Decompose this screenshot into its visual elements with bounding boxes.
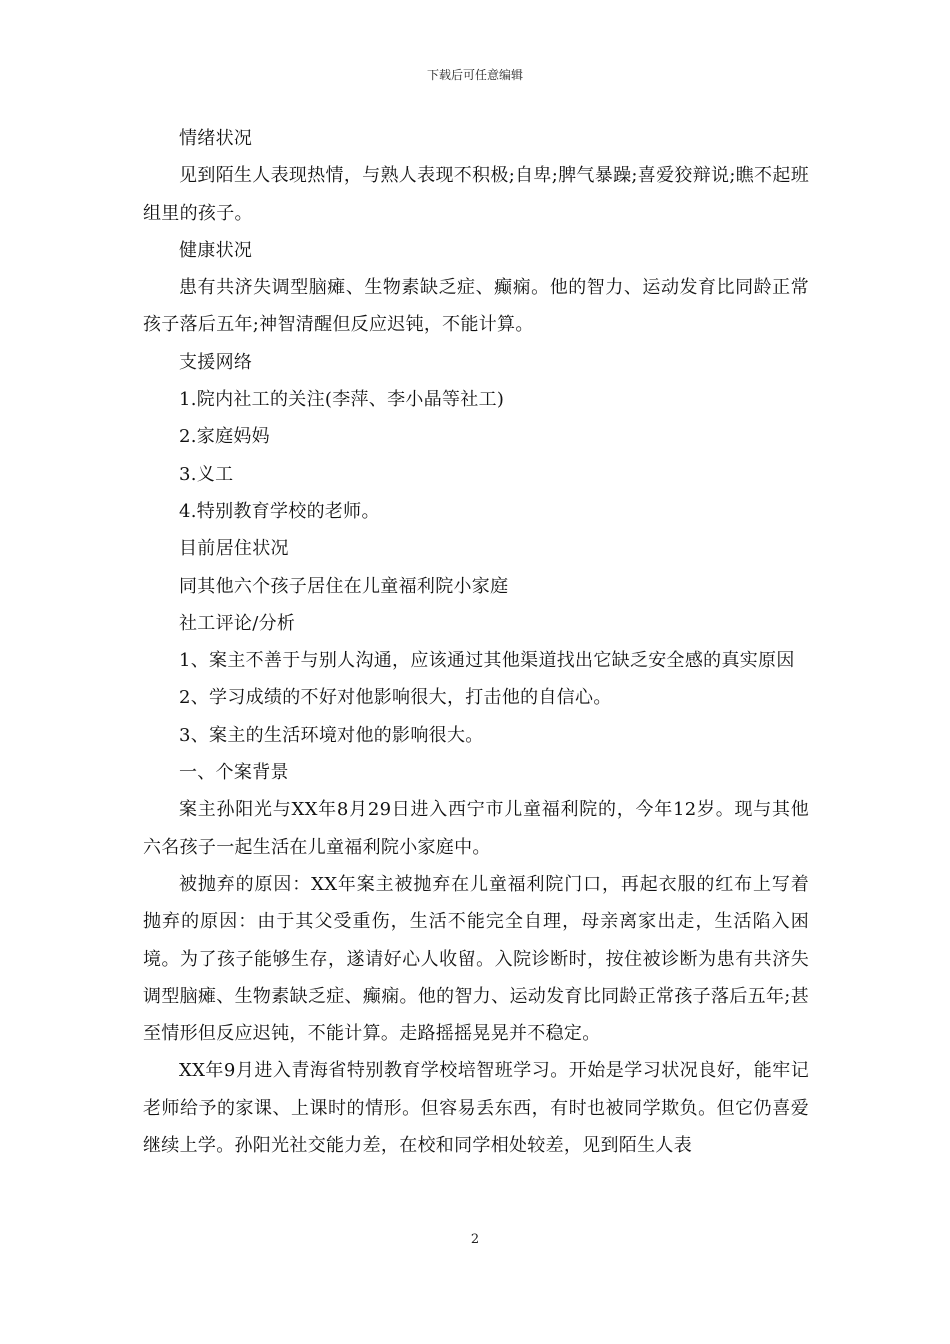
analysis-item-3: 3、案主的生活环境对他的影响很大。 (179, 724, 484, 746)
paragraph-school: XX年9月进入青海省特别教育学校培智班学习。开始是学习状况良好，能牢记老师给予的家课、上课时的情形。但容易丢东西，有时也被同学欺负。但它仍喜爱继续上学。孙阳光社交能力差，在校和同学相处较差，见到陌生人表 (143, 1060, 809, 1157)
support-item-4: 4.特别教育学校的老师。 (179, 500, 380, 522)
paragraph-health: 患有共济失调型脑瘫、生物素缺乏症、癫痫。他的智力、运动发育比同龄正常孩子落后五年;神智清醒但反应迟钝，不能计算。 (143, 277, 809, 336)
section-heading-emotion: 情绪状况 (179, 128, 253, 149)
support-item-2: 2.家庭妈妈 (179, 426, 270, 448)
section-heading-health: 健康状况 (179, 239, 253, 261)
analysis-item-1: 1、案主不善于与别人沟通，应该通过其他渠道找出它缺乏安全感的真实原因 (179, 650, 795, 672)
paragraph-abandonment: 被抛弃的原因：XX年案主被抛弃在儿童福利院门口，再起衣服的红布上写着抛弃的原因：由于其父受重伤，生活不能完全自理，母亲离家出走，生活陷入困境。为了孩子能够生存，遂请好心人收留。入院诊断时，按住被诊断为患有共济失调型脑瘫、生物素缺乏症、癫痫。他的智力、运动发育比同龄正常孩子落后五年;甚至情形但反应迟钝，不能计算。走路摇摇晃晃并不稳定。 (143, 873, 809, 1045)
paragraph-emotion: 见到陌生人表现热情，与熟人表现不积极;自卑;脾气暴躁;喜爱狡辩说;瞧不起班组里的孩子。 (143, 165, 809, 224)
support-item-3: 3.义工 (179, 463, 234, 485)
section-heading-analysis: 社工评论/分析 (179, 612, 296, 634)
paragraph-residence: 同其他六个孩子居住在儿童福利院小家庭 (179, 575, 509, 597)
document-body (143, 120, 809, 1164)
analysis-item-2: 2、学习成绩的不好对他影响很大，打击他的自信心。 (179, 687, 612, 709)
support-item-1: 1.院内社工的关注(李萍、李小晶等社工) (179, 389, 505, 411)
page-header: 下载后可任意编辑 (426, 68, 523, 82)
section-heading-residence: 目前居住状况 (179, 538, 289, 560)
page-number: 2 (470, 1232, 480, 1247)
section-heading-background: 一、个案背景 (179, 762, 289, 784)
section-heading-support: 支援网络 (179, 351, 253, 373)
paragraph-background-intro: 案主孙阳光与XX年8月29日进入西宁市儿童福利院的，今年12岁。现与其他六名孩子一起生活在儿童福利院小家庭中。 (143, 799, 809, 858)
